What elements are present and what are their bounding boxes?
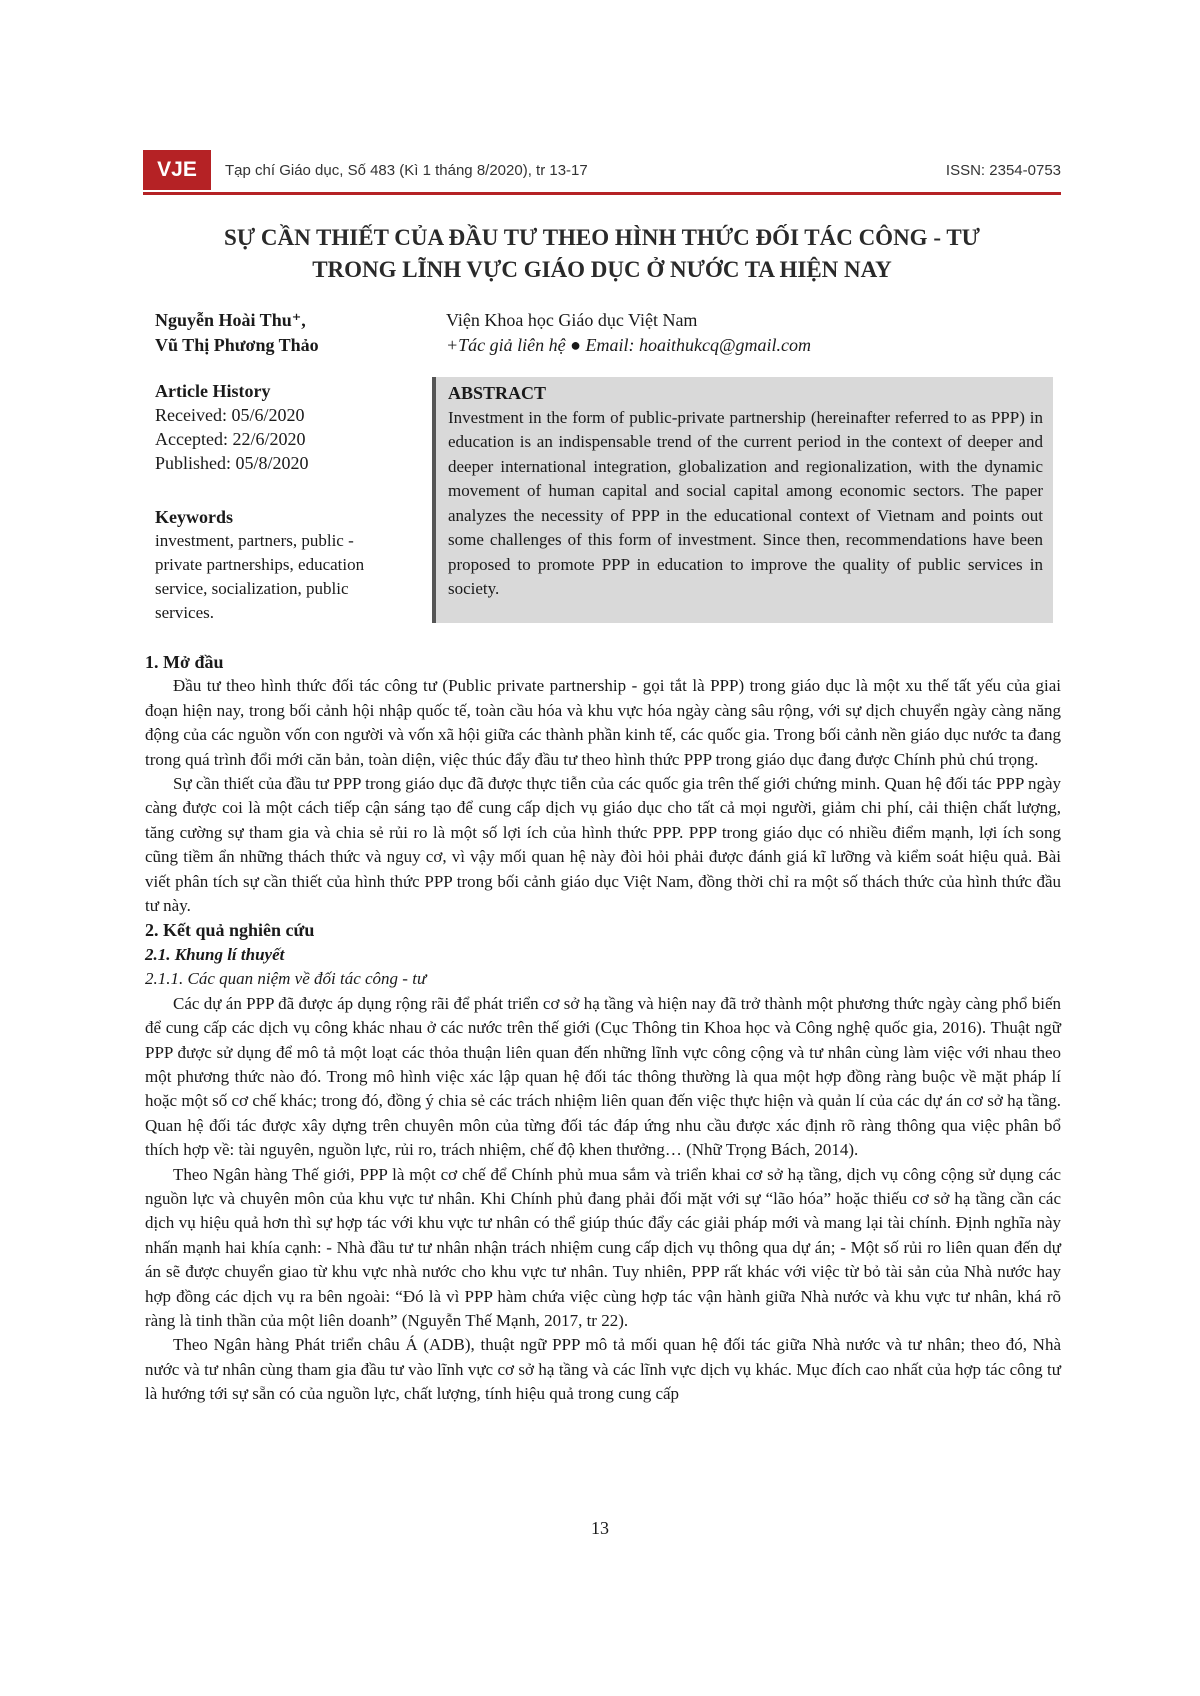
abstract-box xyxy=(432,377,1053,623)
paragraph-5: Theo Ngân hàng Phát triển châu Á (ADB), thuật ngữ PPP mô tả mối quan hệ đối tác giữa Nhà nước và tư nhân; theo đó, Nhà nước và tư nhân cùng tham gia đầu tư vào lĩnh vực cơ sở hạ tầng và các lĩnh vực dịch vụ khác. Mục đích cao nhất của hợp tác công tư là hướng tới sự sẵn có của nguồn lực, chất lượng, tính hiệu quả trong cung cấp xyxy=(145,1335,1061,1404)
journal-logo: VJE xyxy=(143,150,211,190)
issn: ISSN: 2354-0753 xyxy=(945,162,1061,179)
published-date: Published: 05/8/2020 xyxy=(155,453,309,473)
title-line-2: TRONG LĨNH VỰC GIÁO DỤC Ở NƯỚC TA HIỆN NAY xyxy=(312,257,892,282)
corresponding-contact: +Tác giả liên hệ ● Email: hoaithukcq@gmail.com xyxy=(446,335,812,355)
header-rule xyxy=(143,192,1061,195)
keywords-heading: Keywords xyxy=(155,507,233,527)
paragraph-4: Theo Ngân hàng Thế giới, PPP là một cơ chế để Chính phủ mua sắm và triển khai cơ sở hạ tầng, dịch vụ công cộng sử dụng các nguồn lực và chuyên môn của khu vực tư nhân. Khi Chính phủ đang phải đối mặt với sự “lão hóa” hoặc thiếu cơ sở hạ tầng cần các dịch vụ hiệu quả hơn thì sự hợp tác với khu vực tư nhân có thể giúp thúc đẩy các giải pháp mới và mang lại tài chính. Định nghĩa này nhấn mạnh hai khía cạnh: - Nhà đầu tư tư nhân nhận trách nhiệm cung cấp dịch vụ thông qua dự án; - Một số rủi ro liên quan đến dự án sẽ được chuyển giao từ khu vực nhà nước cho khu vực tư nhân. Tuy nhiên, PPP rất khác với việc từ bỏ tài sản của Nhà nước hay hợp đồng các dịch vụ ra bên ngoài: “Đó là vì PPP hàm chứa việc cùng hợp tác vận hành giữa Nhà nước và khu vực tư nhân, khá rõ ràng là tinh thần của một liên doanh” (Nguyễn Thế Mạnh, 2017, tr 22). xyxy=(145,1164,1061,1330)
author-2: Vũ Thị Phương Thảo xyxy=(155,335,319,355)
section-heading-intro: 1. Mở đầu xyxy=(145,652,224,672)
author-list xyxy=(155,308,319,358)
paragraph-1: Đầu tư theo hình thức đối tác công tư (Public private partnership - gọi tắt là PPP) trong giáo dục là một xu thế tất yếu của giai đoạn hiện nay, trong bối cảnh hội nhập quốc tế, toàn cầu hóa và khu vực hóa ngày càng sâu rộng, với sự dịch chuyển ngày càng năng động của các nguồn vốn con người và vốn xã hội giữa các thành phần kinh tế, các quốc gia. Trong bối cảnh nền giáo dục nước ta đang trong quá trình đổi mới căn bản, toàn diện, việc thúc đẩy đầu tư theo hình thức PPP trong giáo dục đang được Chính phủ chú trọng. xyxy=(145,676,1061,769)
abstract-text: Investment in the form of public-private partnership (hereinafter referred to as PPP) in education is an indispensable trend of the current period in the context of deeper and deeper international integration, globalization and regionalization, with the dynamic movement of human capital and social capital among economic sectors. The paper analyzes the necessity of PPP in the educational context of Vietnam and points out some challenges of this form of investment. Since then, recommendations have been proposed to promote PPP in education to improve the quality of public services in society. xyxy=(448,407,1043,598)
title-line-1: SỰ CẦN THIẾT CỦA ĐẦU TƯ THEO HÌNH THỨC ĐỐI TÁC CÔNG - TƯ xyxy=(224,225,980,250)
affiliation: Viện Khoa học Giáo dục Việt Nam xyxy=(446,310,698,330)
article-history xyxy=(155,379,309,475)
paragraph-3: Các dự án PPP đã được áp dụng rộng rãi để phát triển cơ sở hạ tầng và hiện nay đã trở thành một phương thức ngày càng phổ biến để cung cấp các dịch vụ công khác nhau ở các nước trên thế giới (Cục Thông tin Khoa học và Công nghệ quốc gia, 2016). Thuật ngữ PPP được sử dụng để mô tả một loạt các thỏa thuận liên quan đến những lĩnh vực công cộng và tư nhân cùng làm việc với nhau theo một phương thức nào đó. Trong mô hình việc xác lập quan hệ đối tác thông thường là qua một hợp đồng ràng buộc về mặt pháp lí hoặc một số cơ chế khác; trong đó, đồng ý chia sẻ các trách nhiệm liên quan đến việc thực hiện và quản lí của các dự án cơ sở hạ tầng. Quan hệ đối tác được xây dựng trên chuyên môn của từng đối tác đáp ứng nhu cầu được xác định rõ ràng thông qua việc phân bổ thích hợp về: tài nguyên, nguồn lực, rủi ro, trách nhiệm, chế độ khen thưởng… (Nhữ Trọng Bách, 2014). xyxy=(145,993,1061,1160)
journal-citation: Tạp chí Giáo dục, Số 483 (Kì 1 tháng 8/2020), tr 13-17 xyxy=(225,162,588,179)
article-body xyxy=(145,650,1061,1407)
affiliation-block xyxy=(446,308,811,358)
abstract-heading: ABSTRACT xyxy=(448,383,547,403)
paragraph-2: Sự cần thiết của đầu tư PPP trong giáo dục đã được thực tiễn của các quốc gia trên thế giới chứng minh. Quan hệ đối tác PPP ngày càng được coi là một cách tiếp cận sáng tạo để cung cấp dịch vụ giáo dục cho tất cả mọi người, giảm chi phí, cải thiện chất lượng, tăng cường sự tham gia và chia sẻ rủi ro là một số lợi ích của hình thức PPP. PPP trong giáo dục có nhiều điểm mạnh, lợi ích song cũng tiềm ẩn những thách thức và nguy cơ, vì vậy mối quan hệ này đòi hỏi phải được đánh giá kĩ lưỡng và kiểm soát hiệu quả. Bài viết phân tích sự cần thiết của hình thức PPP trong bối cảnh giáo dục Việt Nam, đồng thời chỉ ra một số thách thức của hình thức đầu tư này. xyxy=(145,774,1061,916)
journal-header xyxy=(143,150,1061,196)
keywords-text: investment, partners, public - private partnerships, education service, socialization, public services. xyxy=(155,531,365,622)
author-1: Nguyễn Hoài Thu⁺, xyxy=(155,310,306,330)
page-number: 13 xyxy=(591,1518,609,1538)
history-heading: Article History xyxy=(155,381,271,401)
article-title xyxy=(143,222,1061,286)
subsection-heading: 2.1. Khung lí thuyết xyxy=(145,944,285,964)
accepted-date: Accepted: 22/6/2020 xyxy=(155,429,306,449)
keywords-block xyxy=(155,505,400,625)
section-heading-results: 2. Kết quả nghiên cứu xyxy=(145,920,315,941)
received-date: Received: 05/6/2020 xyxy=(155,405,305,425)
subsubsection-heading: 2.1.1. Các quan niệm về đối tác công - tư xyxy=(145,969,427,989)
